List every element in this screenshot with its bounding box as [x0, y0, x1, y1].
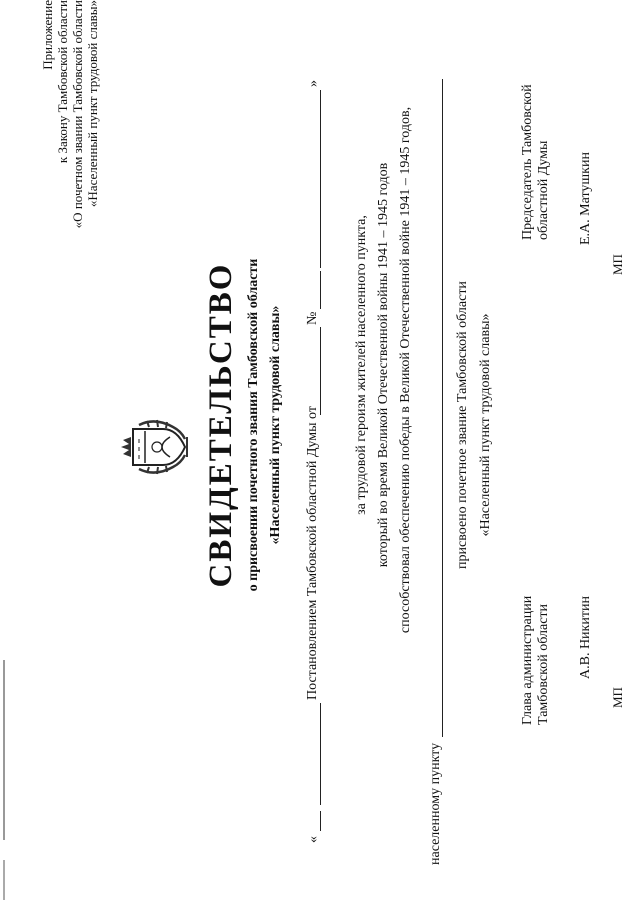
resolution-number-label: №	[305, 311, 320, 325]
right-signatory-title-1: Председатель Тамбовской	[520, 84, 535, 240]
resolution-month-line	[320, 703, 321, 805]
resolution-date-line	[320, 327, 321, 415]
left-signatory-name: А.В. Никитин	[578, 596, 593, 679]
appendix-line-3: «О почетном звании Тамбовской области	[70, 0, 85, 229]
body-line-2: который во время Великой Отечественной войны 1941 – 1945 годов	[376, 162, 391, 568]
body-line-3: способствовал обеспечению победы в Великой Отечественной войне 1941 – 1945 годов,	[398, 106, 413, 634]
settlement-label: населенному пункту	[428, 742, 443, 865]
awarded-line-1: присвоено почетное звание Тамбовской области	[455, 281, 470, 569]
resolution-day-line	[320, 811, 321, 831]
left-seal-mark: МП	[610, 687, 625, 708]
subtitle-line-1: о присвоении почетного звания Тамбовской области	[246, 258, 261, 592]
resolution-quote-close: »	[306, 80, 321, 87]
subtitle-line-2: «Населенный пункт трудовой славы»	[268, 305, 283, 545]
resolution-label: Постановлением Тамбовской областной Думы от	[305, 406, 320, 700]
settlement-name-line	[442, 79, 443, 737]
awarded-line-2: «Населенный пункт трудовой славы»	[478, 313, 493, 537]
page-title: СВИДЕТЕЛЬСТВО	[203, 262, 239, 588]
resolution-quote-open: «	[306, 836, 321, 843]
tambov-coat-of-arms-icon	[115, 407, 195, 487]
appendix-line-4: «Населенный пункт трудовой славы»	[85, 0, 100, 208]
right-seal-mark: МП	[610, 254, 625, 275]
right-signatory-title-2: областной Думы	[536, 140, 551, 240]
appendix-line-1: Приложение	[40, 0, 55, 70]
left-signatory-title-2: Тамбовской области	[536, 603, 551, 725]
right-signatory-name: Е.А. Матушкин	[578, 152, 593, 245]
appendix-block	[40, 0, 100, 330]
coat-of-arms	[115, 407, 195, 487]
resolution-year-line	[320, 90, 321, 268]
resolution-number-line	[320, 271, 321, 309]
left-signatory-title-1: Глава администрации	[520, 595, 535, 725]
appendix-line-2: к Закону Тамбовской области	[55, 0, 70, 164]
body-line-1: за трудовой героизм жителей населенного пункта,	[354, 215, 369, 515]
